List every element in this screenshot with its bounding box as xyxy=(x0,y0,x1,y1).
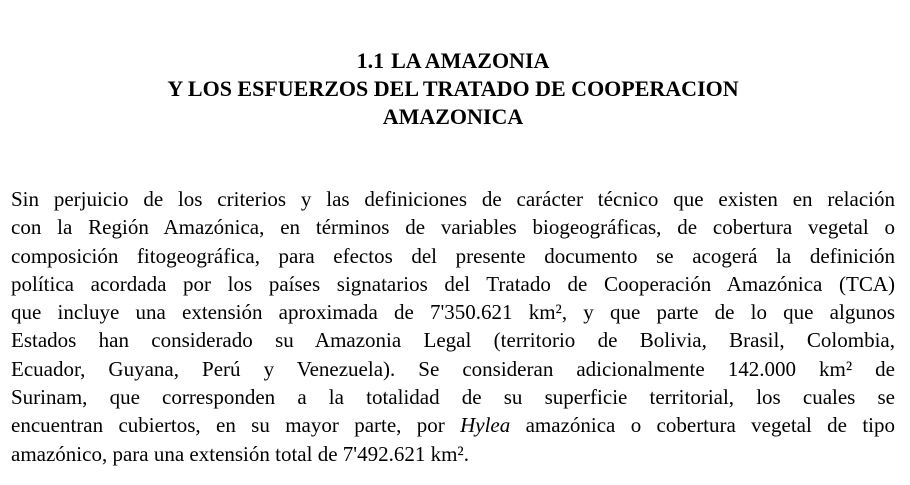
line-9-text-before: encuentran cubiertos, en su mayor parte, por xyxy=(11,413,461,438)
section-number: 1.1 xyxy=(356,48,385,73)
hylea-term: Hylea xyxy=(460,413,511,438)
line-9-text-after: amazónica o cobertura vegetal de tipo xyxy=(510,413,895,438)
paragraph-line-2: con la Región Amazónica, en términos de variables biogeográficas, de cobertura vegetal o xyxy=(11,215,895,240)
paragraph-line-1: Sin perjuicio de los criterios y las definiciones de carácter técnico que existen en relación xyxy=(11,187,895,211)
section-title-line-3: AMAZONICA xyxy=(382,104,524,129)
paragraph-line-9 xyxy=(11,411,895,439)
paragraph-line-5: que incluye una extensión aproximada de 7'350.621 km², y que parte de lo que algunos xyxy=(11,300,895,325)
paragraph-line-4: política acordada por los países signatarios del Tratado de Cooperación Amazónica (TCA) xyxy=(11,271,895,296)
body-paragraph xyxy=(11,185,895,468)
section-title-line-2: Y LOS ESFUERZOS DEL TRATADO DE COOPERACION xyxy=(167,76,739,101)
paragraph-line-7: Ecuador, Guyana, Perú y Venezuela). Se consideran adicionalmente 142.000 km² de xyxy=(11,356,895,381)
paragraph-line-10: amazónico, para una extensión total de 7'492.621 km². xyxy=(11,441,469,466)
section-heading xyxy=(0,47,906,131)
paragraph-line-8: Surinam, que corresponden a la totalidad de su superficie territorial, los cuales se xyxy=(11,385,895,410)
section-title-line-1: LA AMAZONIA xyxy=(391,48,550,73)
paragraph-line-3: composición fitogeográfica, para efectos del presente documento se acogerá la definición xyxy=(11,243,895,268)
heading-line-1 xyxy=(0,47,906,75)
paragraph-line-6: Estados han considerado su Amazonia Legal (territorio de Bolivia, Brasil, Colombia, xyxy=(11,328,895,353)
